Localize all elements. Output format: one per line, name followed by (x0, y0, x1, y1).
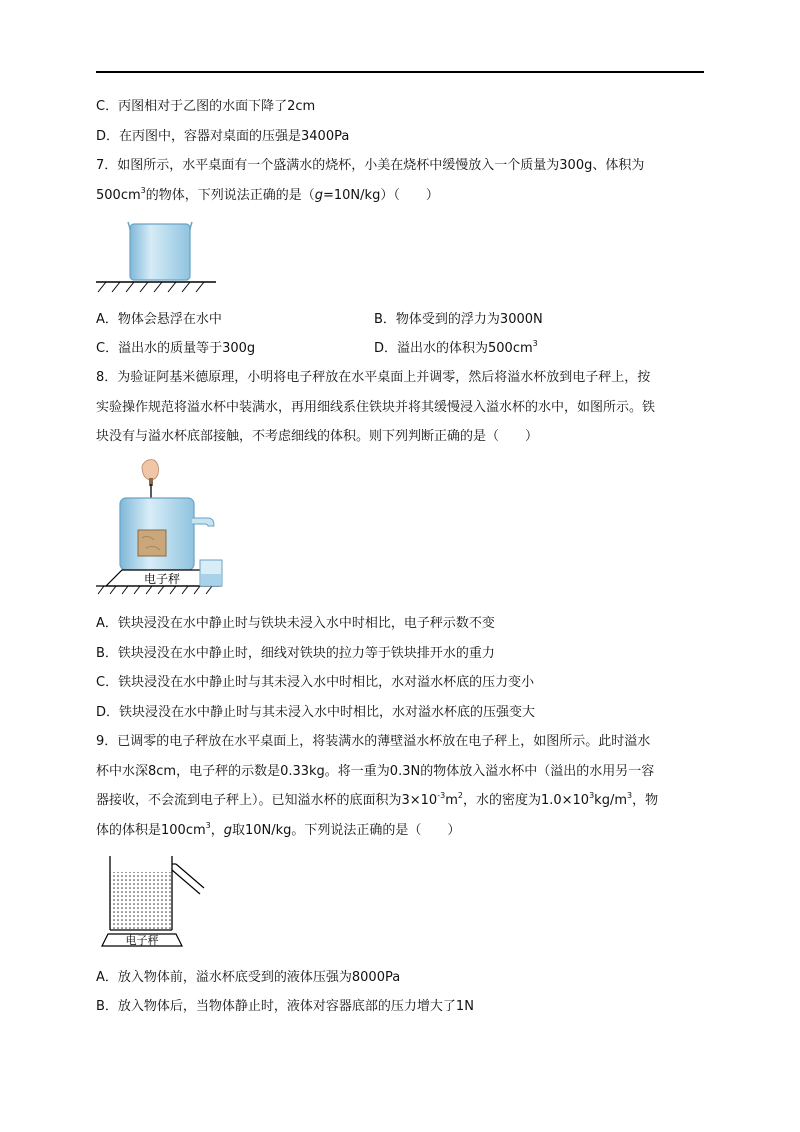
q9-option-a: A．放入物体前，溢水杯底受到的液体压强为8000Pa (96, 970, 401, 985)
q9-stem-line2: 杯中水深8cm，电子秤的示数是0.33kg。将一重为0.3N的物体放入溢水杯中（溢出的水用另一容 (96, 764, 655, 779)
q9-overflow-cup-figure (96, 850, 226, 950)
q8-option-b: B．铁块浸没在水中静止时，细线对铁块的拉力等于铁块排开水的重力 (96, 646, 495, 661)
q6-option-c: C．丙图相对于乙图的水面下降了2cm (96, 99, 316, 114)
q9-option-b: B．放入物体后，当物体静止时，液体对容器底部的压力增大了1N (96, 999, 474, 1014)
q7-beaker-figure (96, 210, 216, 295)
q9-stem-line3: 器接收，不会流到电子秤上）。已知溢水杯的底面积为$3\times 10^{-3}m^2$，水的密度为$1.0\times 10^3kg/m^3$，物 (96, 791, 659, 808)
q7-option-b: B．物体受到的浮力为3000N (374, 312, 543, 327)
q9-scale-label: 电子秤 (125, 934, 159, 947)
q7-option-a: A．物体会悬浮在水中 (96, 312, 222, 327)
q8-overflow-cup-figure (96, 456, 256, 606)
q7-stem-line2: $500cm^3$的物体，下列说法正确的是（g=10N/kg）（ ） (96, 186, 439, 203)
q8-option-c: C．铁块浸没在水中静止时与其未浸入水中时相比，水对溢水杯底的压力变小 (96, 675, 535, 690)
q9-stem-line1: 9．已调零的电子秤放在水平桌面上，将装满水的薄壁溢水杯放在电子秤上，如图所示。此时溢水 (96, 734, 651, 749)
q8-stem-line1: 8．为验证阿基米德原理，小明将电子秤放在水平桌面上并调零，然后将溢水杯放到电子秤上，按 (96, 370, 651, 385)
q8-scale-label: 电子秤 (143, 572, 181, 586)
header-rule (96, 71, 704, 73)
q8-stem-line3: 块没有与溢水杯底部接触，不考虑细线的体积。则下列判断正确的是（ ） (96, 429, 539, 444)
q9-stem-line4: 体的体积是$100cm^3$，g取10N/kg。下列说法正确的是（ ） (96, 821, 461, 838)
q7-option-c: C．溢出水的质量等于300g (96, 341, 256, 356)
q8-option-d: D．铁块浸没在水中静止时与其未浸入水中时相比，水对溢水杯底的压强变大 (96, 705, 536, 720)
q7-option-d: D．溢出水的体积为$500cm^3$ (374, 339, 538, 356)
q8-option-a: A．铁块浸没在水中静止时与铁块未浸入水中时相比，电子秤示数不变 (96, 616, 495, 631)
q6-option-d: D．在丙图中，容器对桌面的压强是3400Pa (96, 129, 350, 144)
q7-stem-line1: 7．如图所示，水平桌面有一个盛满水的烧杯，小美在烧杯中缓慢放入一个质量为300g、体积为 (96, 158, 645, 173)
q8-stem-line2: 实验操作规范将溢水杯中装满水，再用细线系住铁块并将其缓慢浸入溢水杯的水中，如图所示。铁 (96, 400, 656, 415)
